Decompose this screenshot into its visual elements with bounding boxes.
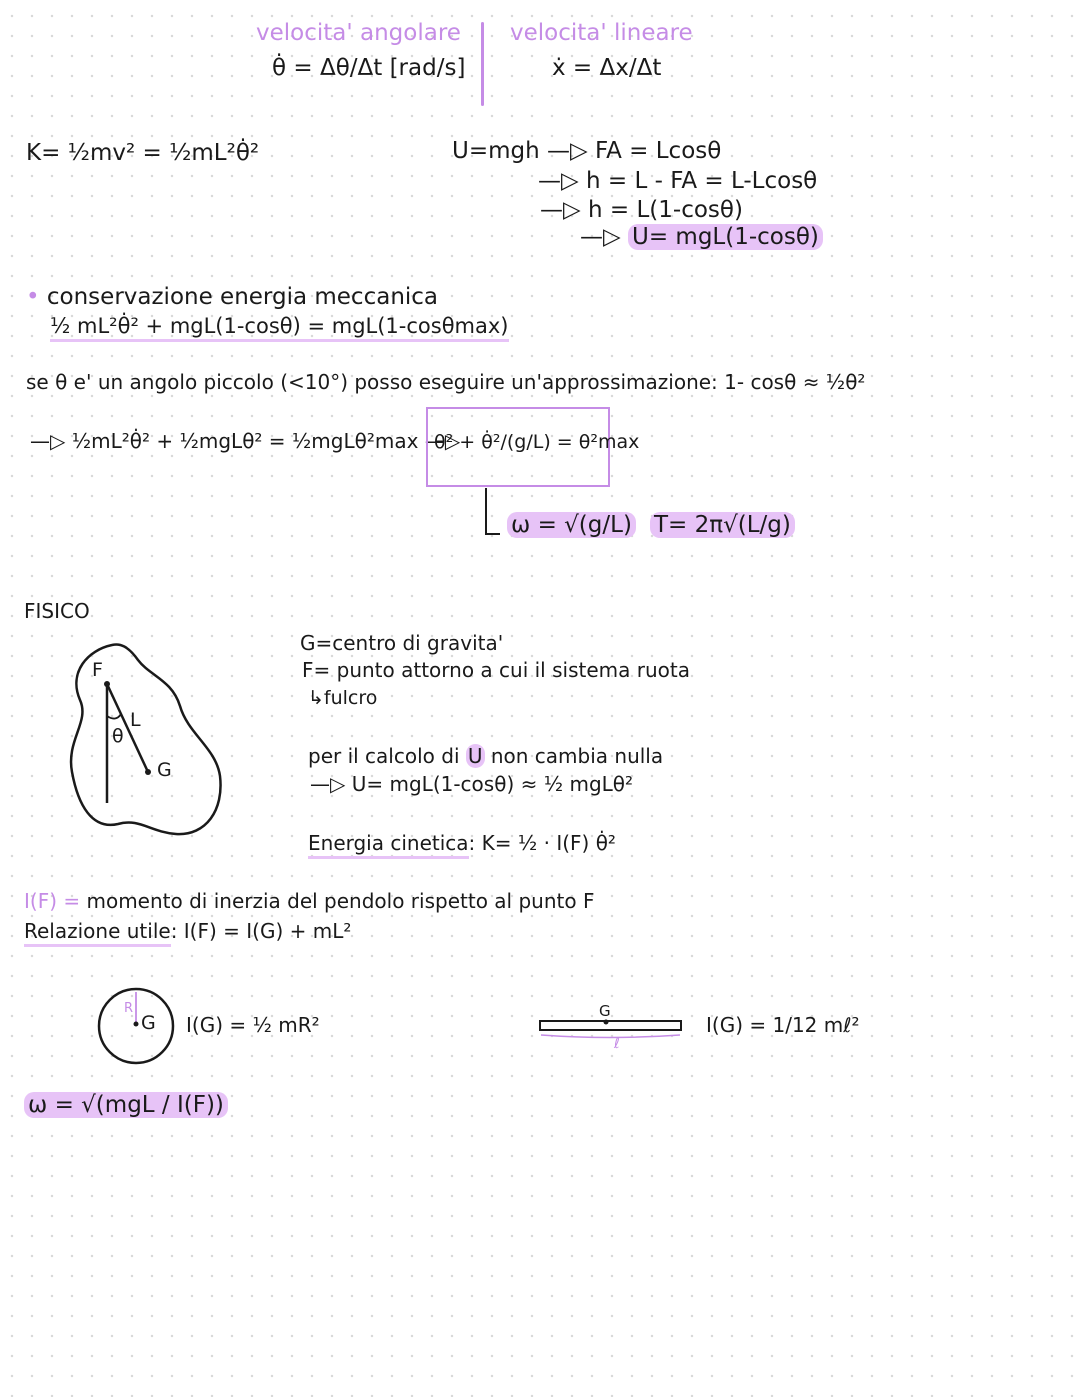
definition-g: G=centro di gravita' [300, 631, 504, 655]
potential-line-2: —▷ h = L - FA = L-Lcosθ [538, 168, 818, 194]
u-note-prefix: per il calcolo di [308, 744, 466, 768]
inertia-symbol: I(F) = [24, 889, 81, 913]
boxed-equation: θ² + θ̇²/(g/L) = θ²max [434, 431, 640, 453]
disk-inertia-formula: I(G) = ½ mR² [186, 1013, 320, 1037]
definition-f: F= punto attorno a cui il sistema ruota [302, 658, 690, 682]
rod-length-label: ℓ [614, 1036, 620, 1052]
arrow-icon: —▷ [580, 224, 621, 250]
potential-result: U= mgL(1-cosθ) [628, 224, 823, 250]
relation-formula: : I(F) = I(G) + mL² [170, 919, 352, 943]
conservation-title: conservazione energia meccanica [46, 284, 439, 310]
diagram-angle-label: θ [112, 725, 124, 747]
kinetic-energy-physical-formula: : K= ½ · I(F) θ̇² [468, 831, 616, 855]
u-note-suffix: non cambia nulla [484, 744, 664, 768]
conservation-formula: ½ mL²θ̇² + mgL(1-cosθ) = mgL(1-cosθmax) [50, 314, 509, 342]
omega-formula: ω = √(g/L) [507, 512, 636, 538]
period-formula: T= 2π√(L/g) [650, 512, 795, 538]
potential-line-3: —▷ h = L(1-cosθ) [540, 197, 743, 223]
u-formula: —▷ U= mgL(1-cosθ) ≈ ½ mgLθ² [310, 772, 634, 796]
potential-line-1: U=mgh —▷ FA = Lcosθ [452, 138, 722, 164]
diagram-point-f: F [92, 659, 103, 681]
u-note-symbol: U [467, 744, 483, 768]
approximation-equation: —▷ ½mL²θ̇² + ½mgLθ² = ½mgLθ²max —▷ [30, 429, 461, 453]
physical-heading: FISICO [24, 599, 90, 623]
bullet-icon: • [26, 284, 40, 310]
physical-omega-formula: ω = √(mgL / I(F)) [24, 1092, 228, 1118]
linear-velocity-title: velocita' lineare [510, 20, 693, 46]
disk-center-label: G [141, 1012, 156, 1034]
linear-velocity-formula: ẋ = Δx/Δt [552, 55, 662, 81]
disk-radius-label: R [124, 1001, 134, 1016]
rod-center-label: G [599, 1002, 611, 1020]
fulcrum-note: ↳fulcro [308, 687, 378, 709]
relation-label: Relazione utile [24, 919, 171, 947]
inertia-text: momento di inerzia del pendolo rispetto al punto F [80, 889, 595, 913]
approximation-sentence: se θ e' un angolo piccolo (<10°) posso eseguire un'approssimazione: 1- cosθ ≈ ½θ² [26, 370, 866, 394]
diagram-length-label: L [130, 709, 141, 731]
kinetic-energy-formula: K= ½mv² = ½mL²θ̇² [26, 140, 260, 166]
kinetic-energy-label: Energia cinetica [308, 831, 469, 859]
angular-velocity-formula: θ̇ = Δθ/Δt [rad/s] [272, 55, 466, 81]
angular-velocity-title: velocita' angolare [256, 20, 461, 46]
physical-omega-wrap [24, 1092, 228, 1118]
rod-inertia-formula: I(G) = 1/12 mℓ² [706, 1013, 860, 1037]
diagram-point-g: G [157, 759, 172, 781]
